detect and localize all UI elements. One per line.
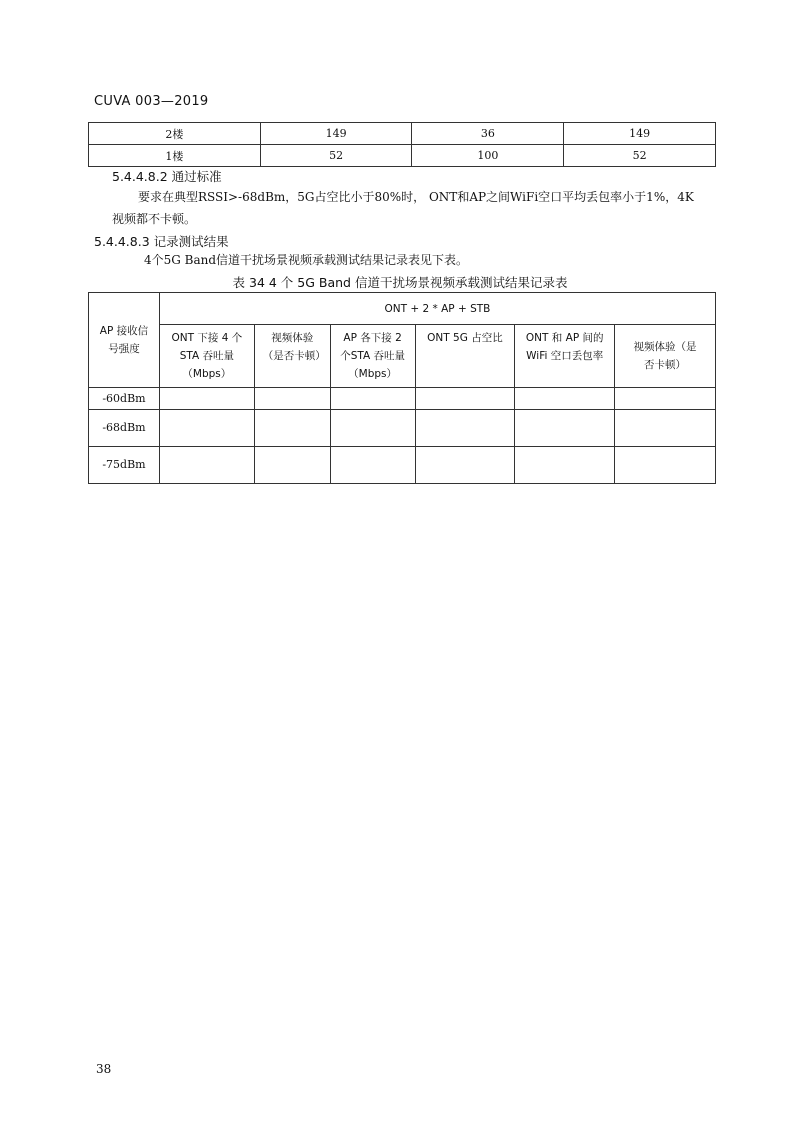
table-cell	[615, 388, 716, 410]
table-header-row	[89, 293, 716, 325]
table-cell	[515, 388, 615, 410]
table-cell	[415, 410, 515, 447]
section-heading-record: 5.4.4.8.3 记录测试结果	[94, 234, 229, 249]
table-cell: 149	[260, 123, 412, 145]
table-row	[89, 410, 716, 447]
table-cell	[615, 447, 716, 484]
table-row	[89, 388, 716, 410]
document-code: CUVA 003—2019	[94, 94, 209, 109]
table-cell	[159, 447, 254, 484]
table-cell	[330, 388, 415, 410]
row-header-cell: AP 接收信号强度	[89, 293, 160, 388]
row-label: -68dBm	[89, 410, 160, 447]
paragraph-line: 视频都不卡顿。	[112, 212, 197, 226]
table-caption: 表 34 4 个 5G Band 信道干扰场景视频承载测试结果记录表	[232, 275, 568, 290]
floor-table	[88, 122, 716, 167]
column-header: ONT 下接 4 个 STA 吞吐量（Mbps）	[159, 325, 254, 388]
paragraph-line: 要求在典型RSSI>-68dBm，5G占空比小于80%时， ONT和AP之间WiFi空口平均丢包率小于1%，4K	[138, 190, 694, 204]
column-header: ONT 5G 占空比	[415, 325, 515, 388]
table-cell: 100	[412, 145, 564, 167]
table-cell: 1楼	[89, 145, 261, 167]
table-cell	[415, 388, 515, 410]
table-cell	[159, 388, 254, 410]
table-row	[89, 123, 716, 145]
table-row	[89, 447, 716, 484]
table-cell	[330, 447, 415, 484]
table-cell	[615, 410, 716, 447]
table-cell	[515, 410, 615, 447]
table-header-row	[89, 325, 716, 388]
table-cell	[254, 388, 330, 410]
table-cell	[254, 447, 330, 484]
table-cell	[330, 410, 415, 447]
table-cell: 149	[564, 123, 716, 145]
table-cell: 52	[564, 145, 716, 167]
table-cell	[515, 447, 615, 484]
column-header: AP 各下接 2 个STA 吞吐量（Mbps）	[330, 325, 415, 388]
table-cell: 36	[412, 123, 564, 145]
page-number: 38	[96, 1062, 112, 1076]
column-header: 视频体验（是否卡顿）	[254, 325, 330, 388]
table-cell: 52	[260, 145, 412, 167]
results-table	[88, 292, 716, 484]
table-cell	[415, 447, 515, 484]
section-heading-pass-criteria: 5.4.4.8.2 通过标准	[112, 169, 222, 184]
table-cell	[159, 410, 254, 447]
table-row	[89, 145, 716, 167]
group-header-cell: ONT + 2 * AP + STB	[159, 293, 715, 325]
column-header: ONT 和 AP 间的 WiFi 空口丢包率	[515, 325, 615, 388]
row-label: -75dBm	[89, 447, 160, 484]
table-cell	[254, 410, 330, 447]
table-cell: 2楼	[89, 123, 261, 145]
row-label: -60dBm	[89, 388, 160, 410]
column-header: 视频体验（是否卡顿）	[615, 325, 716, 388]
paragraph-line: 4个5G Band信道干扰场景视频承载测试结果记录表见下表。	[144, 253, 469, 267]
